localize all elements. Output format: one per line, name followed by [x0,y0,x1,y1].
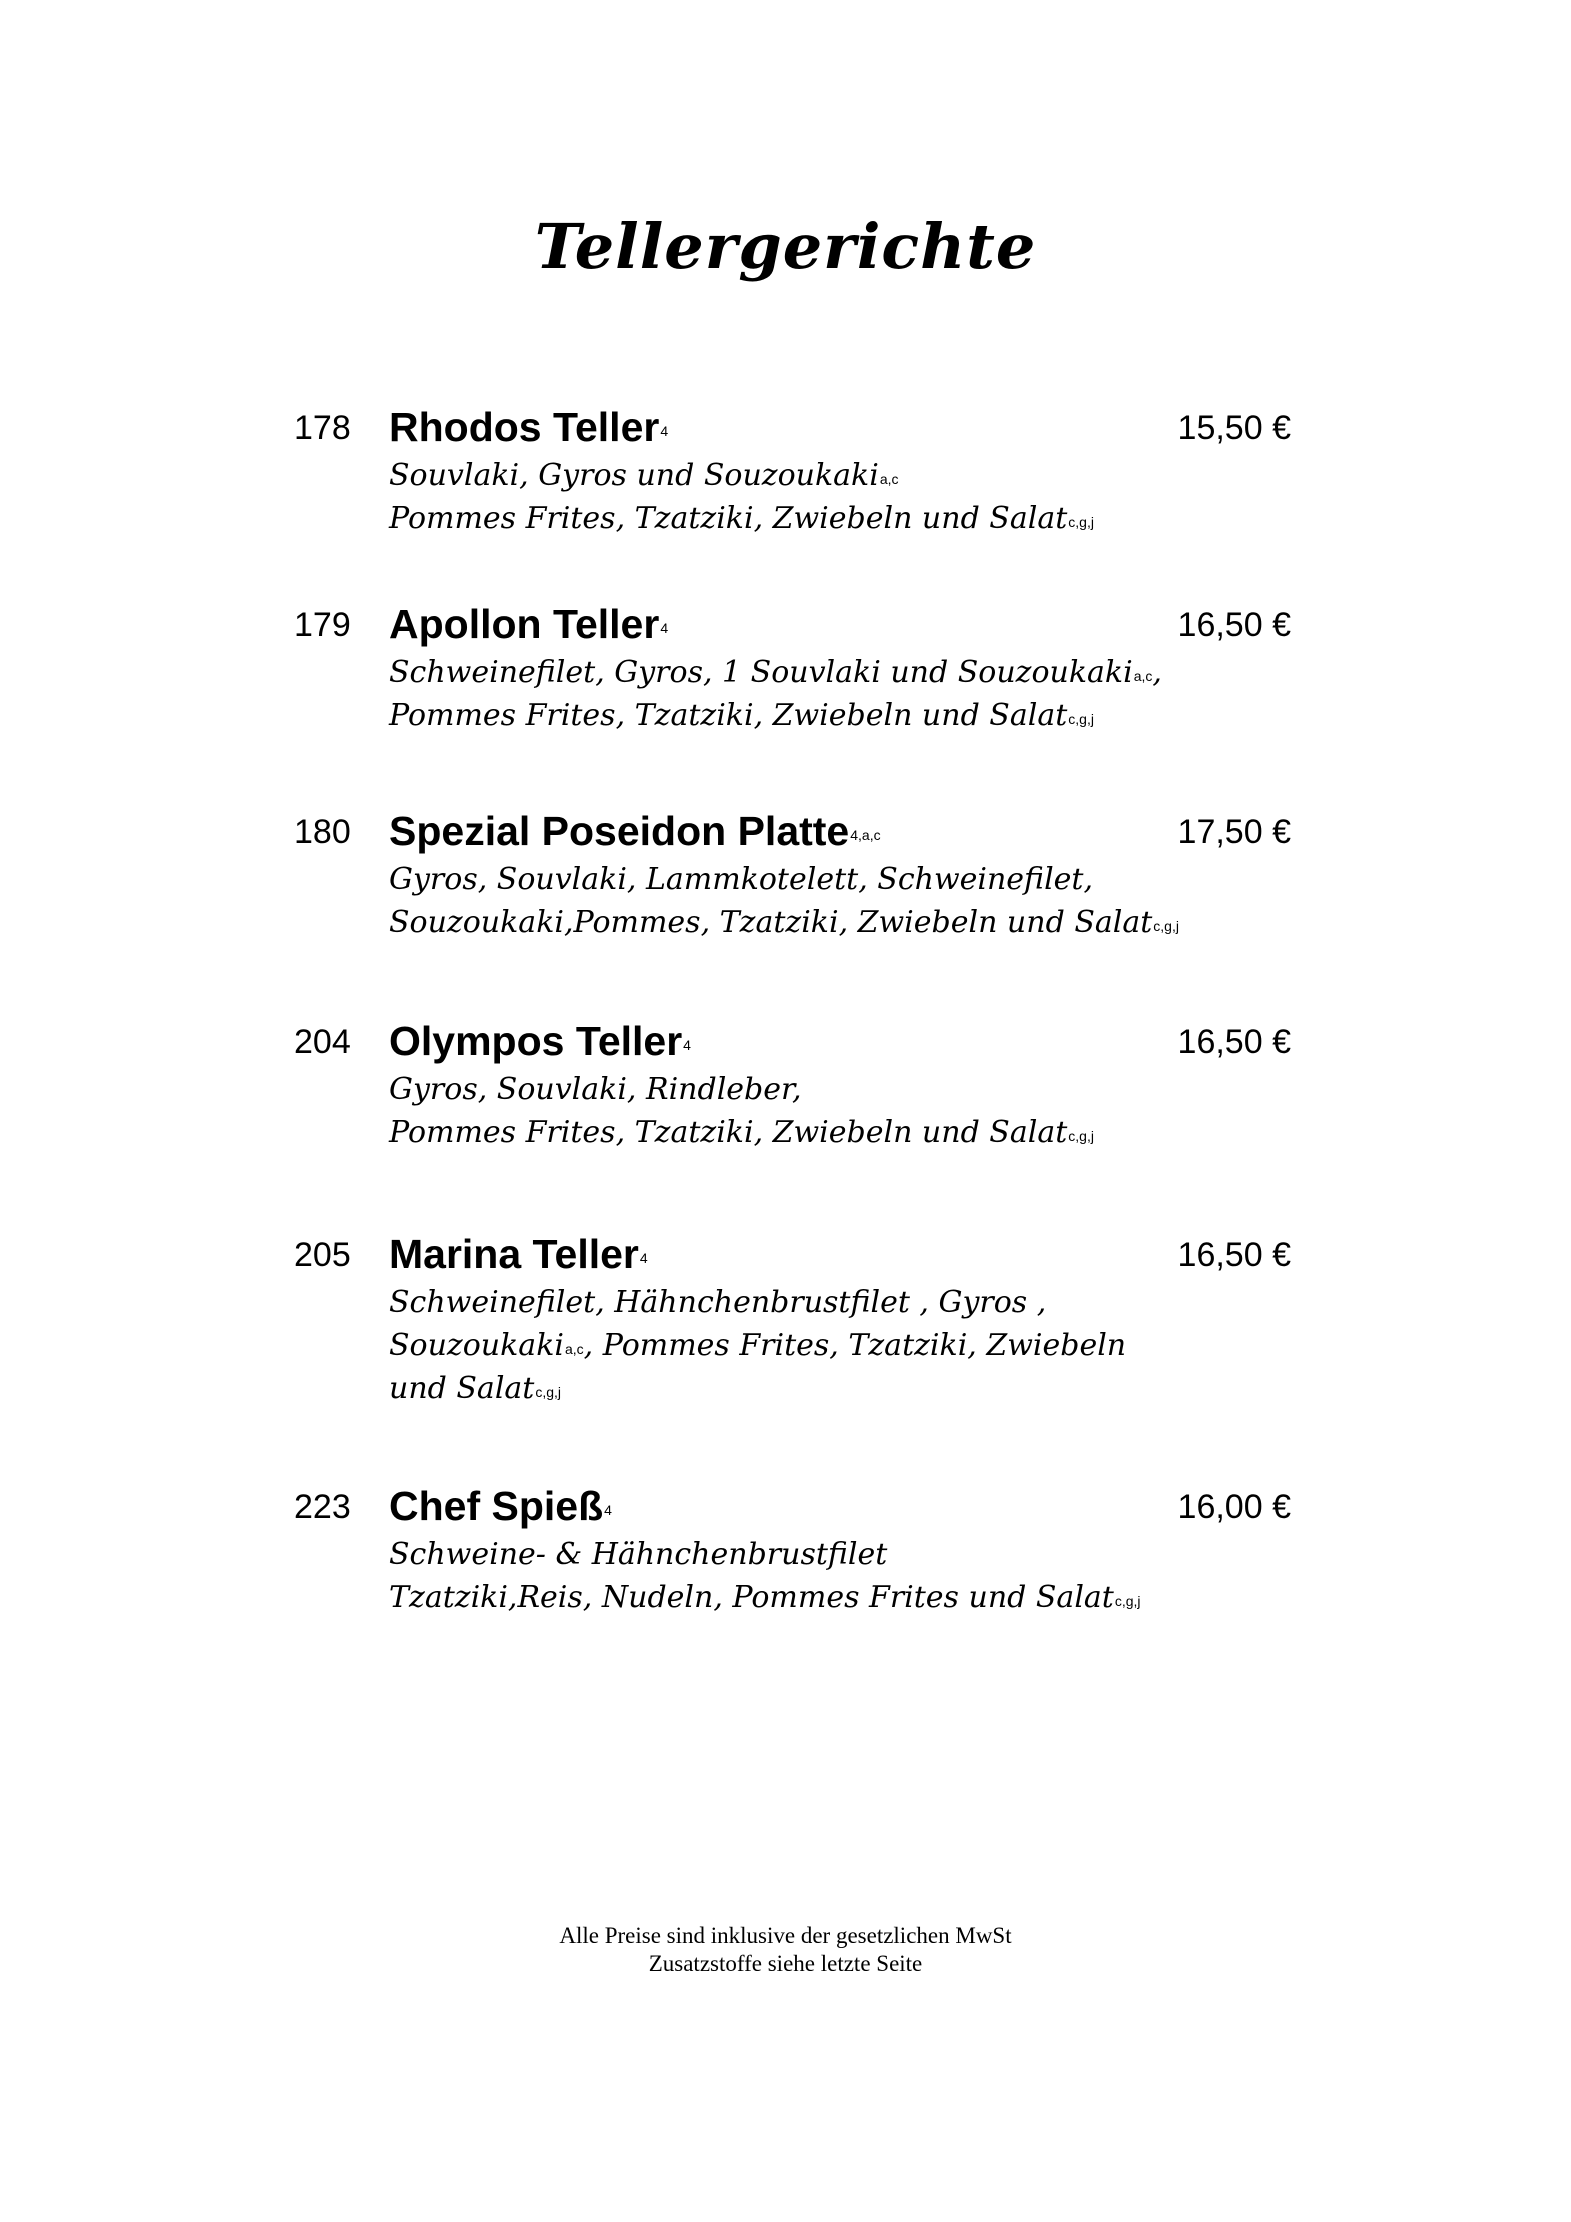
item-name-additives: 4 [639,1250,648,1266]
description-additives: c,g,j [1068,514,1094,530]
description-text: Schweine- & Hähnchenbrustfilet [389,1537,888,1572]
description-line [389,901,1179,944]
item-price: 16,50 € [1177,606,1291,644]
item-name-text: Marina Teller [389,1231,639,1277]
description-text: Pommes Frites, Tzatziki, Zwiebeln und Salat [389,698,1068,733]
description-line [389,454,1094,497]
description-line [389,651,1162,694]
item-price: 17,50 € [1177,813,1291,851]
item-name [389,808,881,854]
description-line [389,1576,1141,1619]
description-additives: c,g,j [1114,1593,1141,1609]
description-text: Gyros, Souvlaki, Lammkotelett, Schweinefilet, [389,862,1094,897]
item-number: 179 [294,606,351,644]
item-name [389,1231,648,1277]
footer-additives-note: Zusatzstoffe siehe letzte Seite [648,1951,923,1976]
description-additives: c,g,j [1068,1128,1094,1144]
item-price: 16,00 € [1177,1488,1291,1526]
item-name-additives: 4 [660,620,669,636]
item-description [389,1281,1126,1410]
item-name-additives: 4,a,c [850,827,881,843]
item-name-text: Spezial Poseidon Platte [389,808,850,854]
item-number: 178 [294,409,351,447]
description-additives: a,c [564,1341,584,1357]
description-line [389,1281,1126,1324]
item-name-text: Chef Spieß [389,1483,604,1529]
item-number: 205 [294,1236,351,1274]
item-price: 16,50 € [1177,1023,1291,1061]
item-name [389,404,668,450]
description-text-continued: , Pommes Frites, Tzatziki, Zwiebeln [583,1328,1127,1363]
description-text: Schweinefilet, Gyros, 1 Souvlaki und Souzoukaki [389,655,1133,690]
description-additives: c,g,j [535,1384,562,1400]
description-line [389,1068,1094,1111]
item-name-additives: 4 [683,1037,691,1053]
item-description [389,1068,1094,1154]
item-name-additives: 4 [660,423,669,439]
item-price: 16,50 € [1177,1236,1291,1274]
item-name [389,1018,691,1064]
item-name-text: Olympos Teller [389,1018,683,1064]
description-line [389,1533,1141,1576]
description-text: Gyros, Souvlaki, Rindleber, [389,1072,802,1107]
description-text: Tzatziki,Reis, Nudeln, Pommes Frites und Salat [389,1580,1114,1615]
description-text: Schweinefilet, Hähnchenbrustfilet , Gyros , [389,1285,1047,1320]
item-name [389,1483,612,1529]
item-name-text: Apollon Teller [389,601,660,647]
description-text: Pommes Frites, Tzatziki, Zwiebeln und Salat [389,1115,1068,1150]
description-line [389,858,1179,901]
description-text: Souzoukaki [389,1328,564,1363]
description-additives: c,g,j [1068,711,1094,727]
description-line [389,1324,1126,1367]
item-number: 204 [294,1023,351,1061]
footer-vat-note: Alle Preise sind inklusive der gesetzlichen MwSt [559,1923,1012,1948]
item-description [389,651,1162,737]
description-line [389,1111,1094,1154]
description-text: und Salat [389,1371,535,1406]
item-description [389,454,1094,540]
item-name [389,601,668,647]
description-text: Souzoukaki,Pommes, Tzatziki, Zwiebeln und Salat [389,905,1153,940]
item-price: 15,50 € [1177,409,1291,447]
item-description [389,1533,1141,1619]
description-additives: a,c [879,471,899,487]
description-line [389,694,1162,737]
page-title: Tellergerichte [534,210,1037,283]
description-line [389,497,1094,540]
item-name-text: Rhodos Teller [389,404,660,450]
item-description [389,858,1179,944]
description-text: Souvlaki, Gyros und Souzoukaki [389,458,879,493]
description-text-continued: , [1152,655,1162,690]
item-number: 180 [294,813,351,851]
description-additives: a,c [1133,668,1153,684]
footer-note [0,1922,1571,1978]
description-additives: c,g,j [1153,918,1179,934]
item-name-additives: 4 [604,1502,612,1518]
item-number: 223 [294,1488,351,1526]
description-text: Pommes Frites, Tzatziki, Zwiebeln und Salat [389,501,1068,536]
description-line [389,1367,1126,1410]
